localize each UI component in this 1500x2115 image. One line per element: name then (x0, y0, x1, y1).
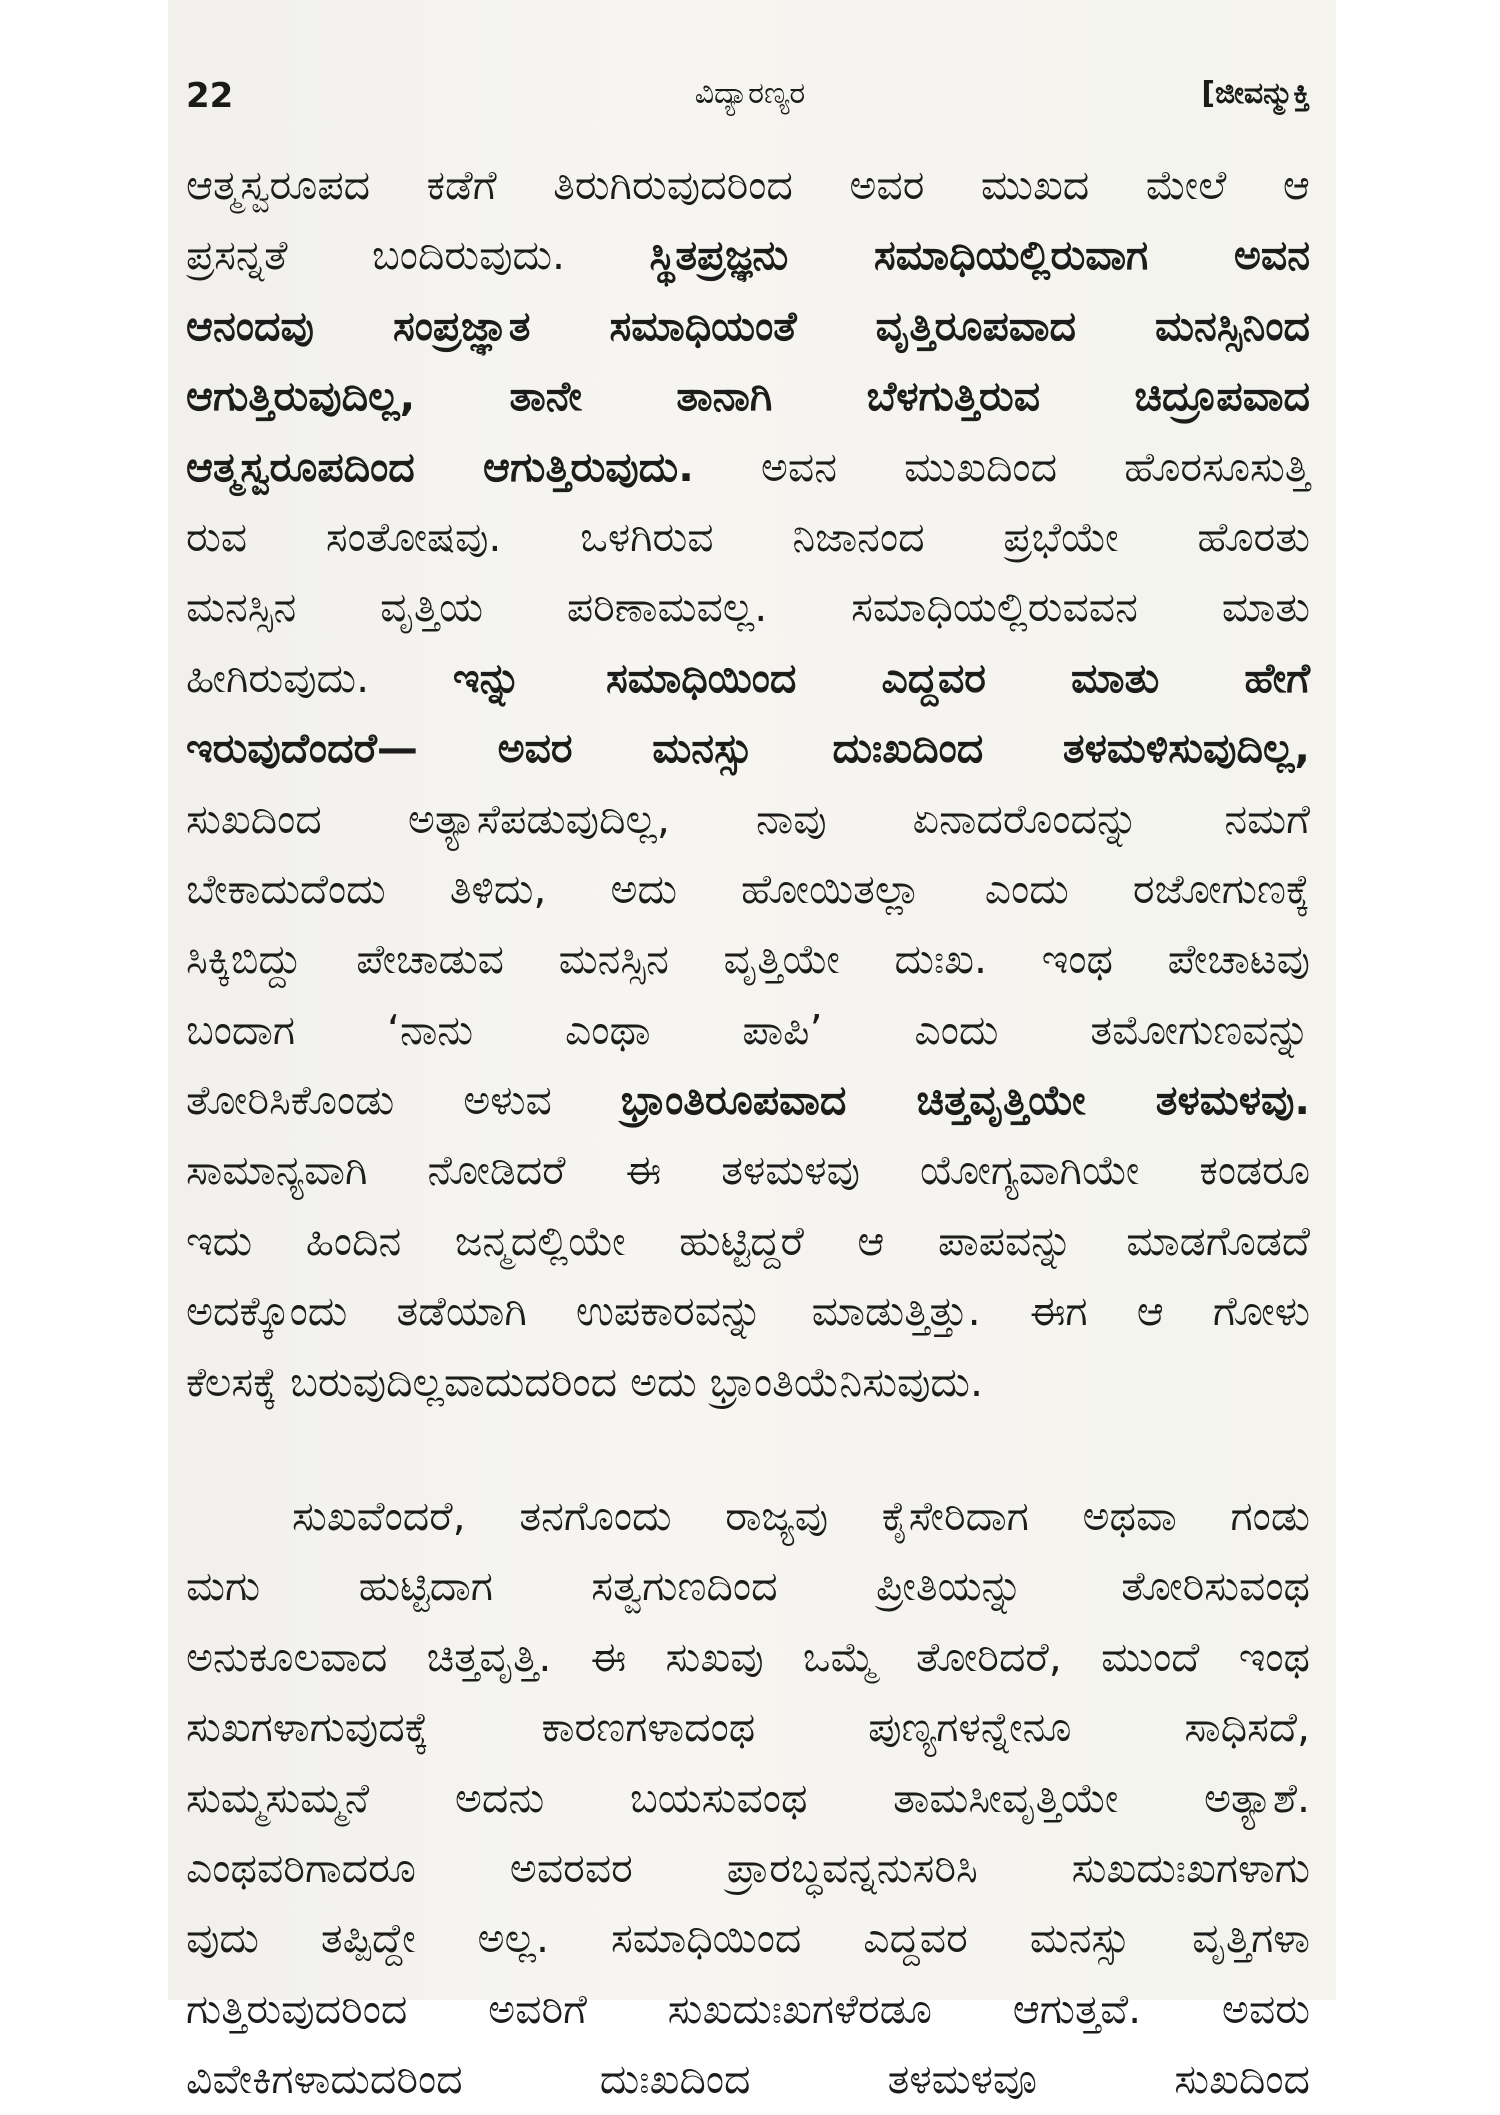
text-line: ಇರುವುದೆಂದರೆ— ಅವರ ಮನಸ್ಸು ದುಃಖದಿಂದ ತಳಮಳಿಸುವುದಿಲ್ಲ, (186, 724, 1310, 773)
text-line: ಬಂದಾಗ ‘ನಾನು ಎಂಥಾ ಪಾಪಿ’ ಎಂದು ತಮೋಗುಣವನ್ನು (186, 1005, 1310, 1054)
text-line: ಸಾಮಾನ್ಯವಾಗಿ ನೋಡಿದರೆ ಈ ತಳಮಳವು ಯೋಗ್ಯವಾಗಿಯೇ ಕಂಡರೂ (186, 1146, 1310, 1195)
paragraph-2 (186, 1481, 1310, 2115)
text-line: ಸುಖದಿಂದ ಅತ್ಯಾಸೆಪಡುವುದಿಲ್ಲ, ನಾವು ಏನಾದರೊಂದನ್ನು ನಮಗೆ (186, 794, 1310, 843)
text-line: ಸುಮ್ಮಸುಮ್ಮನೆ ಅದನು ಬಯಸುವಂಥ ತಾಮಸೀವೃತ್ತಿಯೇ ಅತ್ಯಾಶೆ. (186, 1773, 1310, 1822)
text-line: ಇದು ಹಿಂದಿನ ಜನ್ಮದಲ್ಲಿಯೇ ಹುಟ್ಟಿದ್ದರೆ ಆ ಪಾಪವನ್ನು ಮಾಡಗೊಡದೆ (186, 1216, 1310, 1265)
section-title: [ಜೀವನ್ಮುಕ್ತಿ (1201, 76, 1310, 111)
text-line: ಅನುಕೂಲವಾದ ಚಿತ್ತವೃತ್ತಿ. ಈ ಸುಖವು ಒಮ್ಮೆ ತೋರಿದರೆ, ಮುಂದೆ ಇಂಥ (186, 1632, 1310, 1681)
text-line: ಆತ್ಮಸ್ವರೂಪದ ಕಡೆಗೆ ತಿರುಗಿರುವುದರಿಂದ ಅವರ ಮುಖದ ಮೇಲೆ ಆ (186, 161, 1310, 209)
paragraph-gap (186, 1417, 1310, 1481)
text-line: ಸುಖಗಳಾಗುವುದಕ್ಕೆ ಕಾರಣಗಳಾದಂಥ ಪುಣ್ಯಗಳನ್ನೇನೂ ಸಾಧಿಸದೆ, (186, 1703, 1310, 1752)
text-line: ವಿವೇಕಿಗಳಾದುದರಿಂದ ದುಃಖದಿಂದ ತಳಮಳವೂ ಸುಖದಿಂದ (186, 2055, 1310, 2104)
text-line: ಆತ್ಮಸ್ವರೂಪದಿಂದ ಆಗುತ್ತಿರುವುದು. ಅವನ ಮುಖದಿಂದ ಹೊರಸೂಸುತ್ತಿ (186, 442, 1311, 491)
text-line: ತೋರಿಸಿಕೊಂಡು ಅಳುವ ಭ್ರಾಂತಿರೂಪವಾದ ಚಿತ್ತವೃತ್ತಿಯೇ ತಳಮಳವು. (186, 1076, 1311, 1125)
text-line: ಆನಂದವು ಸಂಪ್ರಜ್ಞಾತ ಸಮಾಧಿಯಂತೆ ವೃತ್ತಿರೂಪವಾದ ಮನಸ್ಸಿನಿಂದ (186, 301, 1310, 350)
text-line: ಬೇಕಾದುದೆಂದು ತಿಳಿದು, ಅದು ಹೋಯಿತಲ್ಲಾ ಎಂದು ರಜೋಗುಣಕ್ಕೆ (186, 864, 1310, 913)
text-line: ಸಿಕ್ಕಿಬಿದ್ದು ಪೇಚಾಡುವ ಮನಸ್ಸಿನ ವೃತ್ತಿಯೇ ದುಃಖ. ಇಂಥ ಪೇಚಾಟವು (186, 935, 1310, 984)
text-line: ಪ್ರಸನ್ನತೆ ಬಂದಿರುವುದು. ಸ್ಥಿತಪ್ರಜ್ಞನು ಸಮಾಧಿಯಲ್ಲಿರುವಾಗ ಅವನ (186, 231, 1310, 280)
text-line: ಗುತ್ತಿರುವುದರಿಂದ ಅವರಿಗೆ ಸುಖದುಃಖಗಳೆರಡೂ ಆಗುತ್ತವೆ. ಅವರು (186, 1984, 1310, 2033)
paragraph-1 (186, 150, 1310, 1417)
page-header (180, 74, 1320, 134)
text-line: ಸುಖವೆಂದರೆ, ತನಗೊಂದು ರಾಜ್ಯವು ಕೈಸೇರಿದಾಗ ಅಥವಾ ಗಂಡು (292, 1492, 1310, 1541)
text-line: ಮನಸ್ಸಿನ ವೃತ್ತಿಯ ಪರಿಣಾಮವಲ್ಲ. ಸಮಾಧಿಯಲ್ಲಿರುವವನ ಮಾತು (186, 583, 1310, 632)
text-line: ವುದು ತಪ್ಪಿದ್ದೇ ಅಲ್ಲ. ಸಮಾಧಿಯಿಂದ ಎದ್ದವರ ಮನಸ್ಸು ವೃತ್ತಿಗಳಾ (186, 1914, 1310, 1963)
text-line: ಹೀಗಿರುವುದು. ಇನ್ನು ಸಮಾಧಿಯಿಂದ ಎದ್ದವರ ಮಾತು ಹೇಗೆ (186, 653, 1311, 702)
body-text (186, 150, 1310, 2115)
running-title: ವಿದ್ಯಾರಣ್ಯರ (694, 76, 806, 111)
text-line: ಕೆಲಸಕ್ಕೆ ಬರುವುದಿಲ್ಲವಾದುದರಿಂದ ಅದು ಭ್ರಾಂತಿಯೆನಿಸುವುದು. (186, 1357, 983, 1406)
text-line: ಎಂಥವರಿಗಾದರೂ ಅವರವರ ಪ್ರಾರಬ್ಧವನ್ನನುಸರಿಸಿ ಸುಖದುಃಖಗಳಾಗು (186, 1843, 1310, 1892)
text-line: ಅದಕ್ಕೊಂದು ತಡೆಯಾಗಿ ಉಪಕಾರವನ್ನು ಮಾಡುತ್ತಿತ್ತು. ಈಗ ಆ ಗೋಳು (186, 1287, 1310, 1336)
page-number: 22 (186, 76, 234, 116)
text-line: ಆಗುತ್ತಿರುವುದಿಲ್ಲ, ತಾನೇ ತಾನಾಗಿ ಬೆಳಗುತ್ತಿರುವ ಚಿದ್ರೂಪವಾದ (186, 372, 1310, 421)
text-line: ಮಗು ಹುಟ್ಟಿದಾಗ ಸತ್ವಗುಣದಿಂದ ಪ್ರೀತಿಯನ್ನು ತೋರಿಸುವಂಥ (186, 1562, 1310, 1611)
text-line: ರುವ ಸಂತೋಷವು. ಒಳಗಿರುವ ನಿಜಾನಂದ ಪ್ರಭೆಯೇ ಹೊರತು (186, 512, 1310, 561)
